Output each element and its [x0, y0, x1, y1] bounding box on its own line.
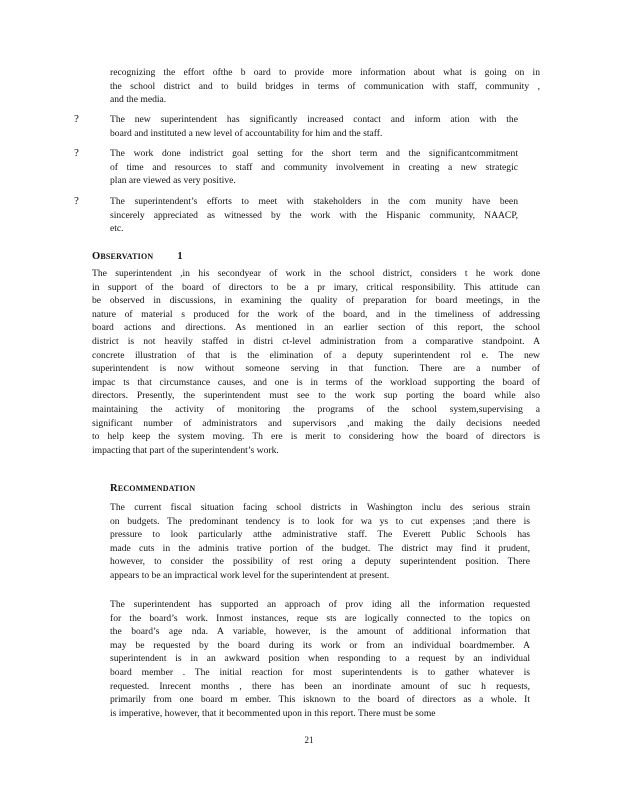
text-line: board actions and directions. As mentioned in an earlier section of this report, the school	[92, 322, 540, 334]
text-line: appears to be an impractical work level for the superintendent at present.	[110, 569, 390, 581]
text-line: nature of material s produced for the work of the board, and in the timeliness of addressing	[92, 308, 540, 320]
bullet-marker: ?	[74, 195, 79, 207]
bullet-item	[110, 113, 518, 140]
text-line: superintendent is in an awkward position when responding to a request by an individual	[110, 653, 530, 665]
bullet-marker: ?	[74, 147, 79, 159]
text-line: impac ts that circumstance causes, and one is in terms of the workload supporting the board of	[92, 376, 540, 388]
observation-heading: OBSERVATION 1	[92, 251, 183, 262]
text-line: significant number of administrators and supervisors ,and making the daily decisions needed	[92, 417, 540, 429]
text-line: The work done indistrict goal setting for the short term and the significantcommitment	[110, 148, 518, 159]
text-line: directors. Presently, the superintendent must see to the work sup porting the board while also	[92, 390, 540, 402]
text-line: impacting that part of the superintendent’s work.	[92, 444, 279, 456]
text-line: however, to consider the possibility of rest oring a deputy superintendent position. There	[110, 556, 530, 568]
text-line: on budgets. The predominant tendency is to look for wa ys to cut expenses ;and there is	[110, 515, 530, 527]
text-line: The superintendent ,in his secondyear of work in the school district, considers t he work done	[92, 268, 540, 279]
text-line: made cuts in the adminis trative portion of the budget. The district may find it prudent,	[110, 542, 530, 554]
intro-paragraph	[110, 66, 540, 107]
text-line: primarily from one board m ember. This isknown to the board of directors as a whole. It	[110, 694, 530, 706]
text-line: The new superintendent has significantly increased contact and inform ation with the	[110, 114, 518, 125]
text-line: district is not heavily staffed in distri ct-level administration from a comparative standpoint. A	[92, 335, 540, 347]
recommendation-paragraph-1	[110, 501, 530, 583]
text-line: in support of the board of directors to be a pr imary, critical responsibility. This attitude can	[92, 281, 540, 293]
text-line: etc.	[110, 223, 124, 235]
text-line: be observed in discussions, in examining the quality of preparation for board meetings, in the	[92, 295, 540, 307]
text-line: The current fiscal situation facing school districts in Washington inclu des serious strain	[110, 502, 530, 513]
text-line: requested. Inrecent months , there has been an inordinate amount of suc h requests,	[110, 680, 530, 692]
text-line: the board’s age nda. A variable, however, is the amount of additional information that	[110, 626, 530, 638]
text-line: The superintendent’s efforts to meet with stakeholders in the com munity have been	[110, 196, 518, 207]
bullet-marker: ?	[74, 113, 79, 125]
text-line: may be requested by the board during its work or from an individual boardmember. A	[110, 639, 530, 651]
text-line: board member . The initial reaction for most superintendents is to gather whatever is	[110, 666, 530, 678]
text-line: sincerely appreciated as witnessed by the work with the Hispanic community, NAACP,	[110, 209, 518, 221]
text-line: recognizing the effort ofthe b oard to provide more information about what is going on in	[110, 67, 540, 78]
text-line: is imperative, however, that it becommented upon in this report. There must be some	[110, 707, 436, 719]
text-line: to help keep the system moving. Th ere is merit to considering how the board of directors is	[92, 431, 540, 443]
text-line: plan are viewed as very positive.	[110, 175, 236, 187]
observation-paragraph	[92, 267, 540, 457]
text-line: superintendent is now without someone serving in that function. There are a number of	[92, 363, 540, 375]
bullet-item	[110, 195, 518, 236]
page-number: 21	[304, 735, 314, 745]
recommendation-paragraph-2	[110, 598, 530, 720]
text-line: pressure to look particularly atthe administrative staff. The Everett Public Schools has	[110, 529, 530, 541]
text-line: concrete illustration of that is the elimination of a deputy superintendent rol e. The new	[92, 349, 540, 361]
bullet-item	[110, 147, 518, 188]
text-line: The superintendent has supported an approach of prov iding all the information requested	[110, 599, 530, 610]
text-line: of time and resources to staff and community involvement in creating a new strategic	[110, 161, 518, 173]
text-line: board and instituted a new level of accountability for him and the staff.	[110, 127, 383, 139]
text-line: the school district and to build bridges in terms of communication with staff, community ,	[110, 80, 540, 92]
text-line: and the media.	[110, 94, 167, 106]
text-line: for the board’s work. Inmost instances, reque sts are logically connected to the topics on	[110, 612, 530, 624]
text-line: maintaining the activity of monitoring the programs of the school system,supervising a	[92, 403, 540, 415]
recommendation-heading: RECOMMENDATION	[110, 483, 196, 494]
